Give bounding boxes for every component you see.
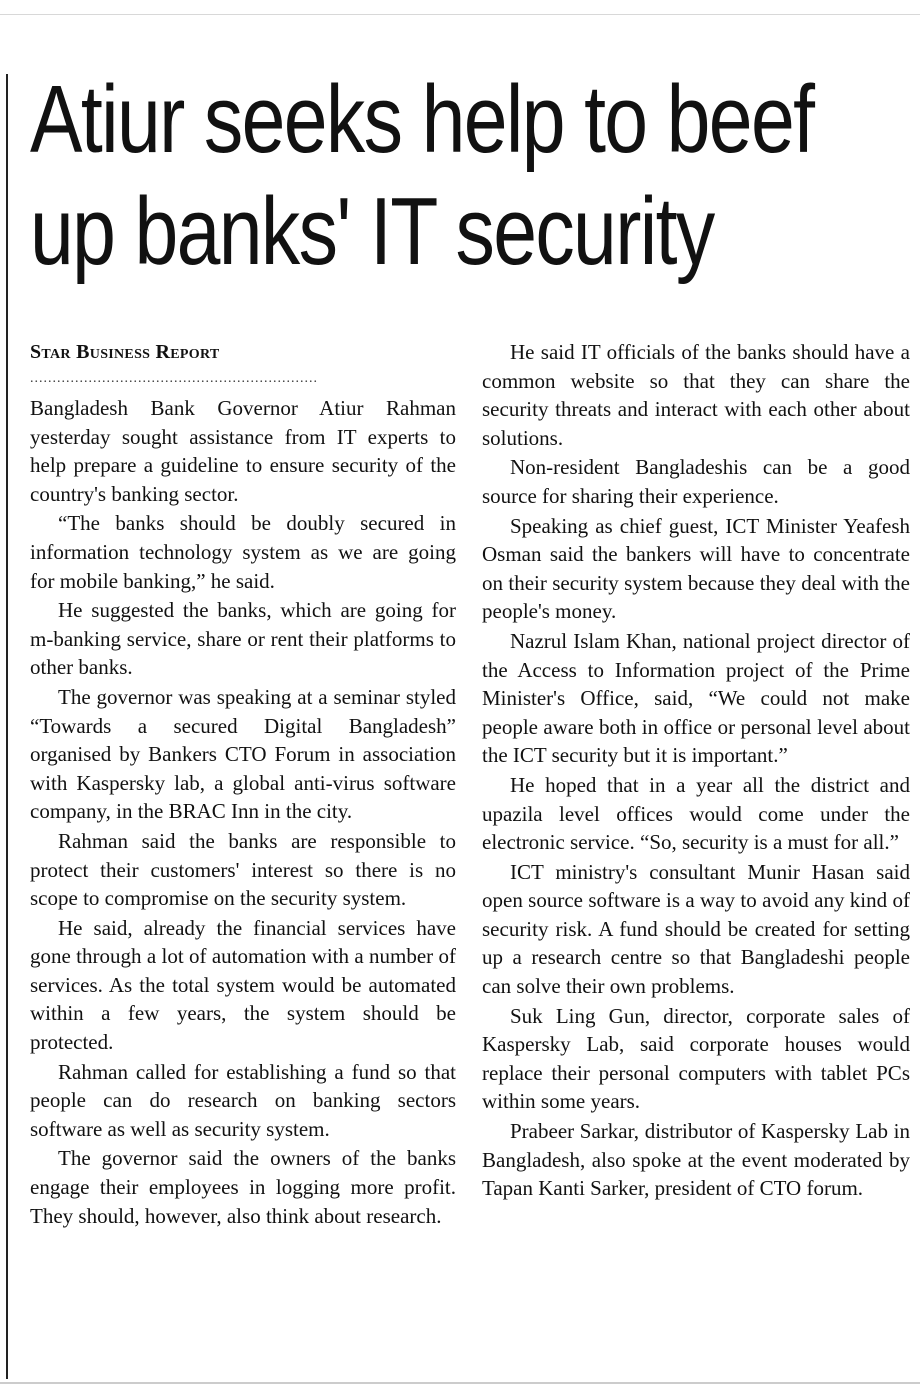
paragraph: He hoped that in a year all the district and upazila level offices would come under the electronic service. “So, security is a must for all.” [482, 772, 910, 855]
paragraph: Speaking as chief guest, ICT Minister Yeafesh Osman said the bankers will have to concentrate on their security system because they deal with the people's money. [482, 513, 910, 624]
column-rule-left [6, 74, 8, 1379]
paragraph: Rahman called for establishing a fund so that people can do research on banking sectors software as well as security system. [30, 1059, 456, 1141]
paragraph: Prabeer Sarkar, distributor of Kaspersky Lab in Bangladesh, also spoke at the event moderated by Tapan Kanti Sarker, president of CTO forum. [482, 1119, 910, 1201]
clipping-bottom-edge [0, 1382, 920, 1384]
paragraph: Nazrul Islam Khan, national project director of the Access to Information project of the Prime Minister's Office, said, “We could not make people aware both in office or personal level about the ICT security but it is important.” [482, 628, 910, 768]
clipping-top-edge [0, 0, 920, 15]
paragraph: He suggested the banks, which are going for m-banking service, share or rent their platforms to other banks. [30, 598, 456, 680]
byline: Star Business Report [30, 341, 220, 363]
byline-separator: ................................................................ [30, 371, 318, 386]
paragraph: ICT ministry's consultant Munir Hasan said open source software is a way to avoid any kind of security risk. A fund should be created for setting up a research centre so that Bangladeshi people can solve their own problems. [482, 859, 910, 999]
paragraph: The governor said the owners of the banks engage their employees in logging more profit. They should, however, also think about research. [30, 1146, 456, 1228]
paragraph: He said IT officials of the banks should have a common website so that they can share the security threats and interact with each other about solutions. [482, 340, 910, 450]
article-column-right [482, 338, 910, 1204]
paragraph: Non-resident Bangladeshis can be a good source for sharing their experience. [482, 455, 910, 508]
article-headline: Atiur seeks help to beef up banks' IT security [30, 66, 814, 285]
article-column-left [30, 338, 456, 1231]
paragraph: Rahman said the banks are responsible to protect their customers' interest so there is no scope to compromise on the security system. [30, 828, 456, 911]
paragraph: Bangladesh Bank Governor Atiur Rahman yesterday sought assistance from IT experts to help prepare a guideline to ensure security of the country's banking sector. [30, 396, 456, 506]
paragraph: He said, already the financial services have gone through a lot of automation with a number of services. As the total system would be automated within a few years, the system should be protected. [30, 915, 456, 1055]
paragraph: The governor was speaking at a seminar styled “Towards a secured Digital Bangladesh” organised by Bankers CTO Forum in association with Kaspersky lab, a global anti-virus software company, in the BRAC Inn in the city. [30, 684, 456, 824]
paragraph: Suk Ling Gun, director, corporate sales of Kaspersky Lab, said corporate houses would replace their personal computers with tablet PCs within some years. [482, 1003, 910, 1114]
paragraph: “The banks should be doubly secured in information technology system as we are going for mobile banking,” he said. [30, 511, 456, 593]
